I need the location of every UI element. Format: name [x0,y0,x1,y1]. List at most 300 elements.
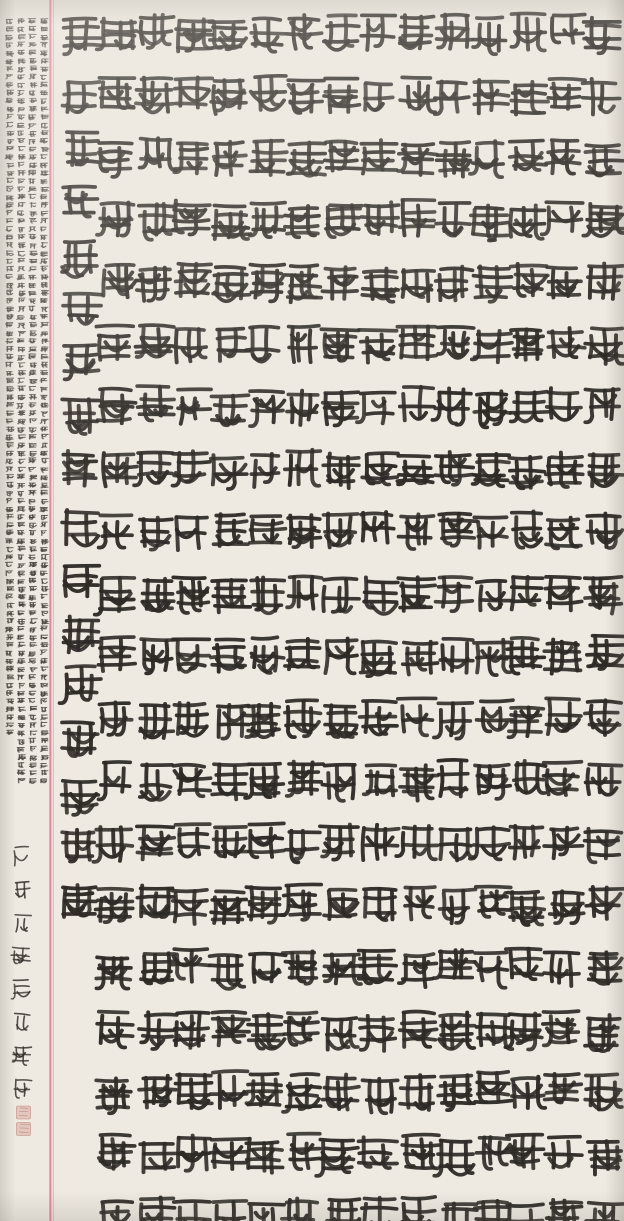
char-glyph [251,454,278,487]
char-glyph [245,764,283,798]
char-glyph [42,339,48,343]
char-glyph [325,638,356,673]
char-glyph [41,187,48,191]
char-glyph [175,77,212,107]
char-glyph [6,435,13,440]
char-glyph [6,339,13,344]
char-glyph [511,264,548,296]
char-glyph [30,363,36,368]
char-glyph [244,1204,284,1221]
char-glyph [29,299,35,304]
char-glyph [360,701,397,735]
char-glyph [41,27,47,31]
side-inscription [5,19,48,784]
char-glyph [7,498,12,502]
char-glyph [29,43,36,47]
char-glyph [100,702,132,735]
char-glyph [18,763,23,768]
char-glyph [103,265,135,298]
char-glyph [397,456,432,485]
char-glyph [212,580,250,613]
char-glyph [41,692,48,697]
char-glyph [18,483,25,488]
char-glyph [6,226,12,231]
char-glyph [31,706,37,710]
char-glyph [67,132,99,165]
char-glyph [7,611,13,616]
char-glyph [41,275,47,279]
char-glyph [512,511,542,547]
char-glyph [7,283,13,288]
char-glyph [589,952,622,984]
char-glyph [29,395,36,400]
char-glyph [18,75,24,79]
char-glyph [18,531,25,535]
char-glyph [245,704,279,738]
char-glyph [7,346,13,351]
char-glyph [18,162,24,167]
char-glyph [211,80,246,114]
char-glyph [434,950,474,978]
char-glyph [140,1143,176,1172]
char-glyph [30,244,36,248]
char-glyph [30,779,36,784]
char-glyph [7,178,14,182]
char-glyph [287,15,322,49]
char-glyph [64,566,99,597]
char-glyph [474,517,506,548]
char-glyph [139,1076,176,1108]
char-glyph [213,267,249,301]
char-glyph [324,15,359,50]
char-glyph [18,611,24,615]
char-glyph [509,707,544,737]
char-glyph [30,251,37,255]
char-glyph [6,274,12,278]
char-glyph [62,399,98,434]
char-glyph [18,171,25,176]
char-glyph [18,755,25,760]
char-glyph [365,83,393,110]
text-column-7 [357,15,399,1221]
char-glyph [42,307,48,311]
inscription-column-1 [40,19,48,783]
char-glyph [544,762,582,795]
char-glyph [17,275,24,280]
char-glyph [586,764,622,794]
char-glyph [41,163,48,168]
char-glyph [400,387,434,421]
char-glyph [548,328,584,357]
char-glyph [506,1204,543,1221]
char-glyph [18,203,25,207]
char-glyph [30,756,36,761]
char-glyph [178,1135,210,1170]
char-glyph [18,668,25,672]
char-glyph [246,887,284,923]
char-glyph [402,1197,435,1221]
char-glyph [18,499,25,503]
char-glyph [41,266,48,271]
char-glyph [6,122,12,127]
char-glyph [281,884,321,919]
char-glyph [29,34,36,38]
char-glyph [18,91,24,96]
char-glyph [6,210,12,215]
char-glyph [29,443,36,447]
char-glyph [586,145,623,175]
char-glyph [29,50,36,55]
char-glyph [134,452,172,485]
char-glyph [63,885,96,917]
char-glyph [289,326,319,362]
char-glyph [29,187,36,191]
char-glyph [511,82,548,115]
char-glyph [472,331,512,362]
char-glyph [97,1012,132,1048]
char-glyph [7,514,14,519]
char-glyph [285,450,320,486]
char-glyph [99,515,132,547]
char-glyph [287,576,321,608]
char-glyph [41,604,47,608]
char-glyph [62,830,94,862]
char-glyph [323,453,358,488]
char-glyph [18,459,25,464]
char-glyph [285,700,320,737]
char-glyph [18,675,24,680]
char-glyph [7,411,14,416]
char-glyph [18,50,24,54]
char-glyph [176,517,207,550]
char-glyph [63,294,101,324]
char-glyph [18,131,24,136]
char-glyph [586,887,624,919]
char-glyph [29,155,36,159]
char-glyph [399,954,436,987]
char-glyph [546,452,583,487]
char-glyph [438,327,474,358]
char-glyph [19,683,24,688]
char-glyph [8,140,14,144]
char-glyph [6,594,12,599]
char-glyph [475,1072,511,1103]
char-glyph [95,578,134,615]
char-glyph [29,652,35,656]
inscription-column-4 [5,19,14,734]
char-glyph [13,1013,30,1030]
char-glyph [474,80,508,113]
char-glyph [18,642,25,647]
char-glyph [173,451,210,485]
text-column-6 [396,15,439,1221]
char-glyph [41,715,48,720]
char-glyph [477,1014,513,1049]
char-glyph [324,513,358,547]
char-glyph [398,577,435,611]
char-glyph [18,571,25,576]
char-glyph [29,403,36,407]
char-glyph [140,518,172,550]
char-glyph [584,18,620,54]
char-glyph [18,580,24,584]
char-glyph [321,329,358,361]
char-glyph [19,587,25,592]
char-glyph [323,1018,358,1050]
char-glyph [174,765,211,797]
char-glyph [324,78,359,112]
char-glyph [18,283,24,288]
char-glyph [178,389,211,424]
char-glyph [7,402,14,406]
char-glyph [18,146,24,150]
char-glyph [252,637,284,673]
char-glyph [18,371,25,376]
char-glyph [6,354,13,359]
char-glyph [30,203,36,208]
char-glyph [477,1137,512,1169]
char-glyph [7,314,13,319]
char-glyph [546,140,579,174]
char-glyph [30,540,36,544]
char-glyph [141,953,177,983]
char-glyph [288,515,320,547]
char-glyph [41,322,48,327]
char-glyph [41,707,46,712]
char-glyph [18,115,25,120]
char-glyph [41,227,46,231]
char-glyph [6,203,13,208]
char-glyph [282,1198,317,1221]
signature-block [11,846,32,1098]
char-glyph [174,143,207,173]
char-glyph [96,889,133,922]
char-glyph [29,578,35,583]
char-glyph [18,546,25,551]
char-glyph [31,746,36,751]
char-glyph [29,698,35,702]
char-glyph [30,98,37,102]
char-glyph [176,19,213,51]
char-glyph [474,640,512,675]
char-glyph [6,243,12,248]
char-glyph [17,635,23,639]
char-glyph [439,514,476,546]
char-glyph [29,292,36,296]
inscription-column-3 [17,19,26,783]
char-glyph [18,451,25,456]
char-glyph [41,387,47,392]
char-glyph [18,491,23,496]
char-glyph [246,327,278,362]
char-glyph [42,290,49,295]
char-glyph [214,827,247,857]
char-glyph [316,1140,358,1176]
char-glyph [364,889,396,920]
border-line [49,0,54,1221]
char-glyph [18,35,25,39]
char-glyph [41,563,47,568]
char-glyph [251,76,286,110]
char-glyph [6,651,12,656]
char-glyph [5,627,12,632]
char-glyph [41,148,48,152]
char-glyph [29,194,36,198]
char-glyph [588,1141,621,1174]
char-glyph [31,731,37,735]
text-column-2 [542,14,585,1221]
char-glyph [361,140,396,173]
char-glyph [41,180,47,184]
char-glyph [18,724,24,728]
char-glyph [585,829,622,863]
text-column-9 [281,15,325,1221]
char-glyph [7,298,12,303]
char-glyph [141,639,176,673]
char-glyph [19,291,25,296]
char-glyph [545,577,581,611]
char-glyph [436,203,470,236]
char-glyph [7,251,14,256]
char-glyph [511,392,549,422]
char-glyph [99,762,130,800]
char-glyph [29,490,36,495]
char-glyph [547,267,581,297]
char-glyph [29,499,34,504]
char-glyph [41,427,48,431]
char-glyph [323,578,359,612]
char-glyph [288,142,326,175]
char-glyph [213,1201,246,1221]
char-glyph [6,332,12,336]
char-glyph [437,142,471,177]
char-glyph [29,26,35,30]
char-glyph [29,275,36,279]
char-glyph [211,1139,249,1169]
char-glyph [357,393,395,424]
char-glyph [213,205,251,239]
char-glyph [6,459,13,464]
char-glyph [7,715,13,720]
char-glyph [210,1071,247,1108]
char-glyph [99,143,132,177]
char-glyph [359,330,397,363]
char-glyph [6,659,13,663]
char-glyph [509,457,544,489]
char-glyph [175,1012,209,1048]
char-glyph [18,395,24,400]
char-glyph [475,765,510,799]
char-glyph [6,539,13,543]
char-glyph [7,186,13,191]
char-glyph [62,510,98,546]
char-glyph [29,691,36,695]
char-glyph [41,779,47,783]
char-glyph [440,639,472,673]
char-glyph [248,1014,284,1049]
char-glyph [62,781,99,815]
char-glyph [29,467,36,471]
char-glyph [250,391,284,426]
char-glyph [7,90,13,95]
char-glyph [18,67,25,72]
char-glyph [212,764,248,799]
char-glyph [477,581,510,611]
char-glyph [285,1012,318,1045]
char-glyph [62,722,98,756]
char-glyph [6,196,13,200]
char-glyph [249,823,284,857]
char-glyph [432,388,470,424]
char-glyph [29,306,35,311]
char-glyph [435,81,469,114]
char-glyph [6,467,12,471]
char-glyph [7,67,12,71]
char-glyph [214,514,248,546]
char-glyph [29,234,36,238]
char-glyph [137,826,174,859]
char-glyph [64,345,98,379]
char-glyph [402,1135,439,1169]
char-glyph [97,202,133,235]
char-glyph [437,14,472,48]
char-glyph [42,443,48,448]
text-column-15 [60,18,102,916]
char-glyph [400,1075,434,1110]
char-glyph [18,83,24,87]
char-glyph [18,194,24,199]
char-glyph [439,1012,474,1048]
char-glyph [29,659,36,663]
char-glyph [550,891,584,923]
char-glyph [7,523,13,527]
char-glyph [7,114,13,118]
char-glyph [29,370,35,375]
char-glyph [364,765,396,795]
char-glyph [587,513,622,548]
char-glyph [510,826,543,859]
char-glyph [28,124,35,129]
char-glyph [288,80,324,113]
char-glyph [217,329,250,361]
char-glyph [18,698,24,702]
char-glyph [30,628,36,632]
char-glyph [30,147,36,151]
char-glyph [41,659,47,664]
char-glyph [41,67,48,71]
char-glyph [470,827,509,859]
char-glyph [210,955,244,989]
char-glyph [18,363,24,367]
char-glyph [14,915,31,933]
char-glyph [29,339,36,343]
char-glyph [250,516,285,543]
char-glyph [512,13,546,50]
char-glyph [41,42,47,47]
char-glyph [29,483,36,487]
char-glyph [7,587,13,591]
char-glyph [41,476,47,480]
char-glyph [399,514,434,549]
char-glyph [30,530,36,535]
char-glyph [19,594,25,598]
char-glyph [29,74,35,79]
char-glyph [140,764,172,800]
char-glyph [18,411,25,415]
char-glyph [139,1012,177,1049]
char-glyph [30,668,37,672]
char-glyph [30,763,37,767]
